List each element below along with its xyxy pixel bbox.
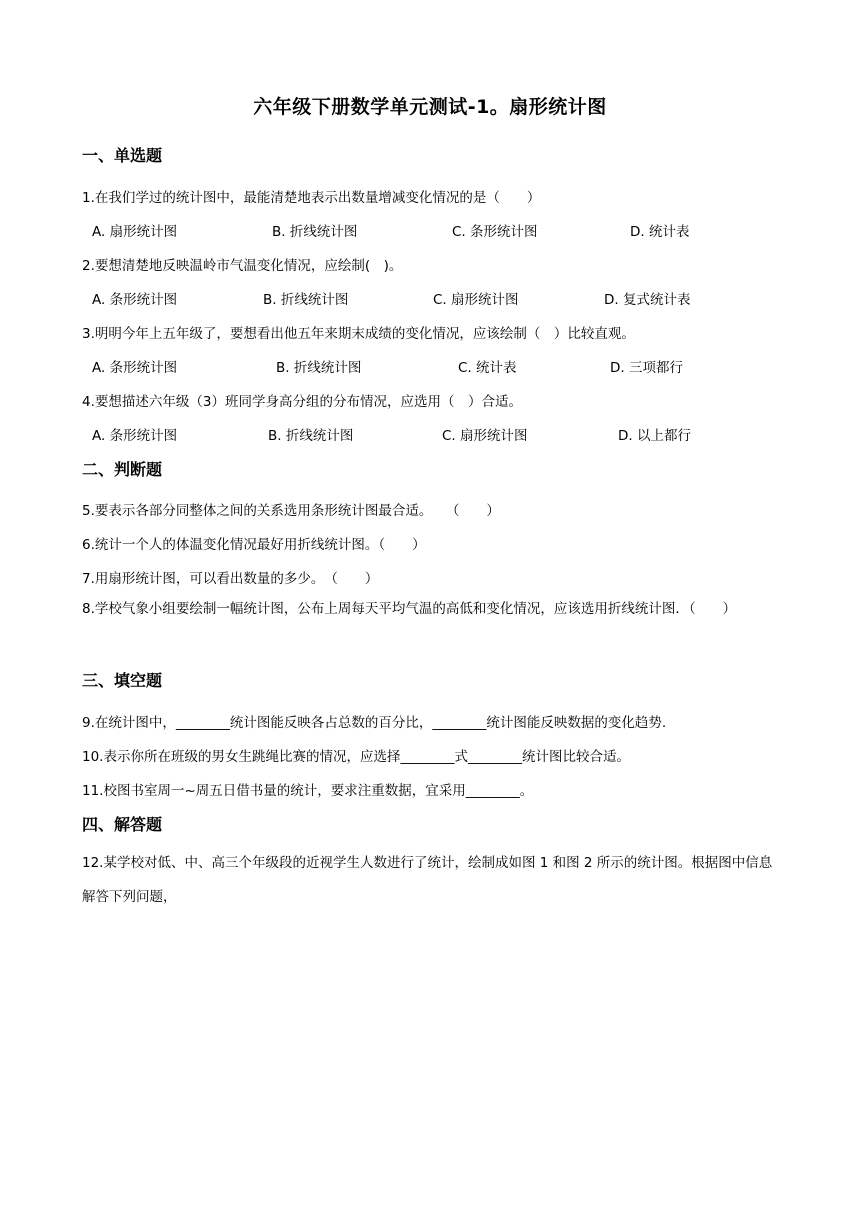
question-8-text: 8.学校气象小组要绘制一幅统计图，公布上周每天平均气温的高低和变化情况，应该选用折线统计图．（ ） <box>82 601 737 617</box>
question-2-option-d: D. 复式统计表 <box>604 292 691 308</box>
question-7-text: 7.用扇形统计图，可以看出数量的多少。 （ ） <box>82 571 379 587</box>
question-4-option-c: C. 扇形统计图 <box>442 428 528 444</box>
question-1-text: 1.在我们学过的统计图中，最能清楚地表示出数量增减变化情况的是（ ） <box>82 190 541 206</box>
question-2-text: 2.要想清楚地反映温岭市气温变化情况，应绘制( )。 <box>82 258 403 274</box>
question-1-option-a: A. 扇形统计图 <box>92 224 178 240</box>
question-4-text: 4.要想描述六年级（3）班同学身高分组的分布情况，应选用（ ）合适。 <box>82 394 522 410</box>
question-4-option-b: B. 折线统计图 <box>268 428 354 444</box>
question-3-text: 3.明明今年上五年级了，要想看出他五年来期末成绩的变化情况，应该绘制（ ）比较直观。 <box>82 326 635 342</box>
section-heading-answer: 四、解答题 <box>82 815 163 834</box>
question-3-option-d: D. 三项都行 <box>610 360 683 376</box>
question-6-text: 6.统计一个人的体温变化情况最好用折线统计图。（ ） <box>82 537 426 553</box>
question-11-text: 11.校图书室周一~周五日借书量的统计，要求注重数据，宜采用________。 <box>82 783 534 799</box>
question-2-option-b: B. 折线统计图 <box>263 292 349 308</box>
section-heading-fill-blank: 三、填空题 <box>82 671 163 690</box>
section-heading-single-choice: 一、单选题 <box>82 146 163 165</box>
question-10-text: 10.表示你所在班级的男女生跳绳比赛的情况，应选择________式________统计图比较合适。 <box>82 749 630 765</box>
page-title: 六年级下册数学单元测试-1。扇形统计图 <box>253 96 607 118</box>
question-1-option-b: B. 折线统计图 <box>272 224 358 240</box>
question-5-text: 5.要表示各部分同整体之间的关系选用条形统计图最合适。 （ ） <box>82 503 500 519</box>
question-3-option-c: C. 统计表 <box>458 360 517 376</box>
question-2-option-a: A. 条形统计图 <box>92 292 178 308</box>
question-4-option-d: D. 以上都行 <box>618 428 691 444</box>
section-heading-true-false: 二、判断题 <box>82 460 163 479</box>
question-1-option-d: D. 统计表 <box>630 224 690 240</box>
question-2-option-c: C. 扇形统计图 <box>433 292 519 308</box>
question-9-text: 9.在统计图中，________统计图能反映各占总数的百分比，________统计图能反映数据的变化趋势. <box>82 715 667 731</box>
question-12-text: 12.某学校对低、中、高三个年级段的近视学生人数进行了统计，绘制成如图 1 和图 2 所示的统计图。根据图中信息解答下列问题， <box>82 855 773 905</box>
question-3-option-a: A. 条形统计图 <box>92 360 178 376</box>
question-3-option-b: B. 折线统计图 <box>276 360 362 376</box>
question-4-option-a: A. 条形统计图 <box>92 428 178 444</box>
question-1-option-c: C. 条形统计图 <box>452 224 538 240</box>
